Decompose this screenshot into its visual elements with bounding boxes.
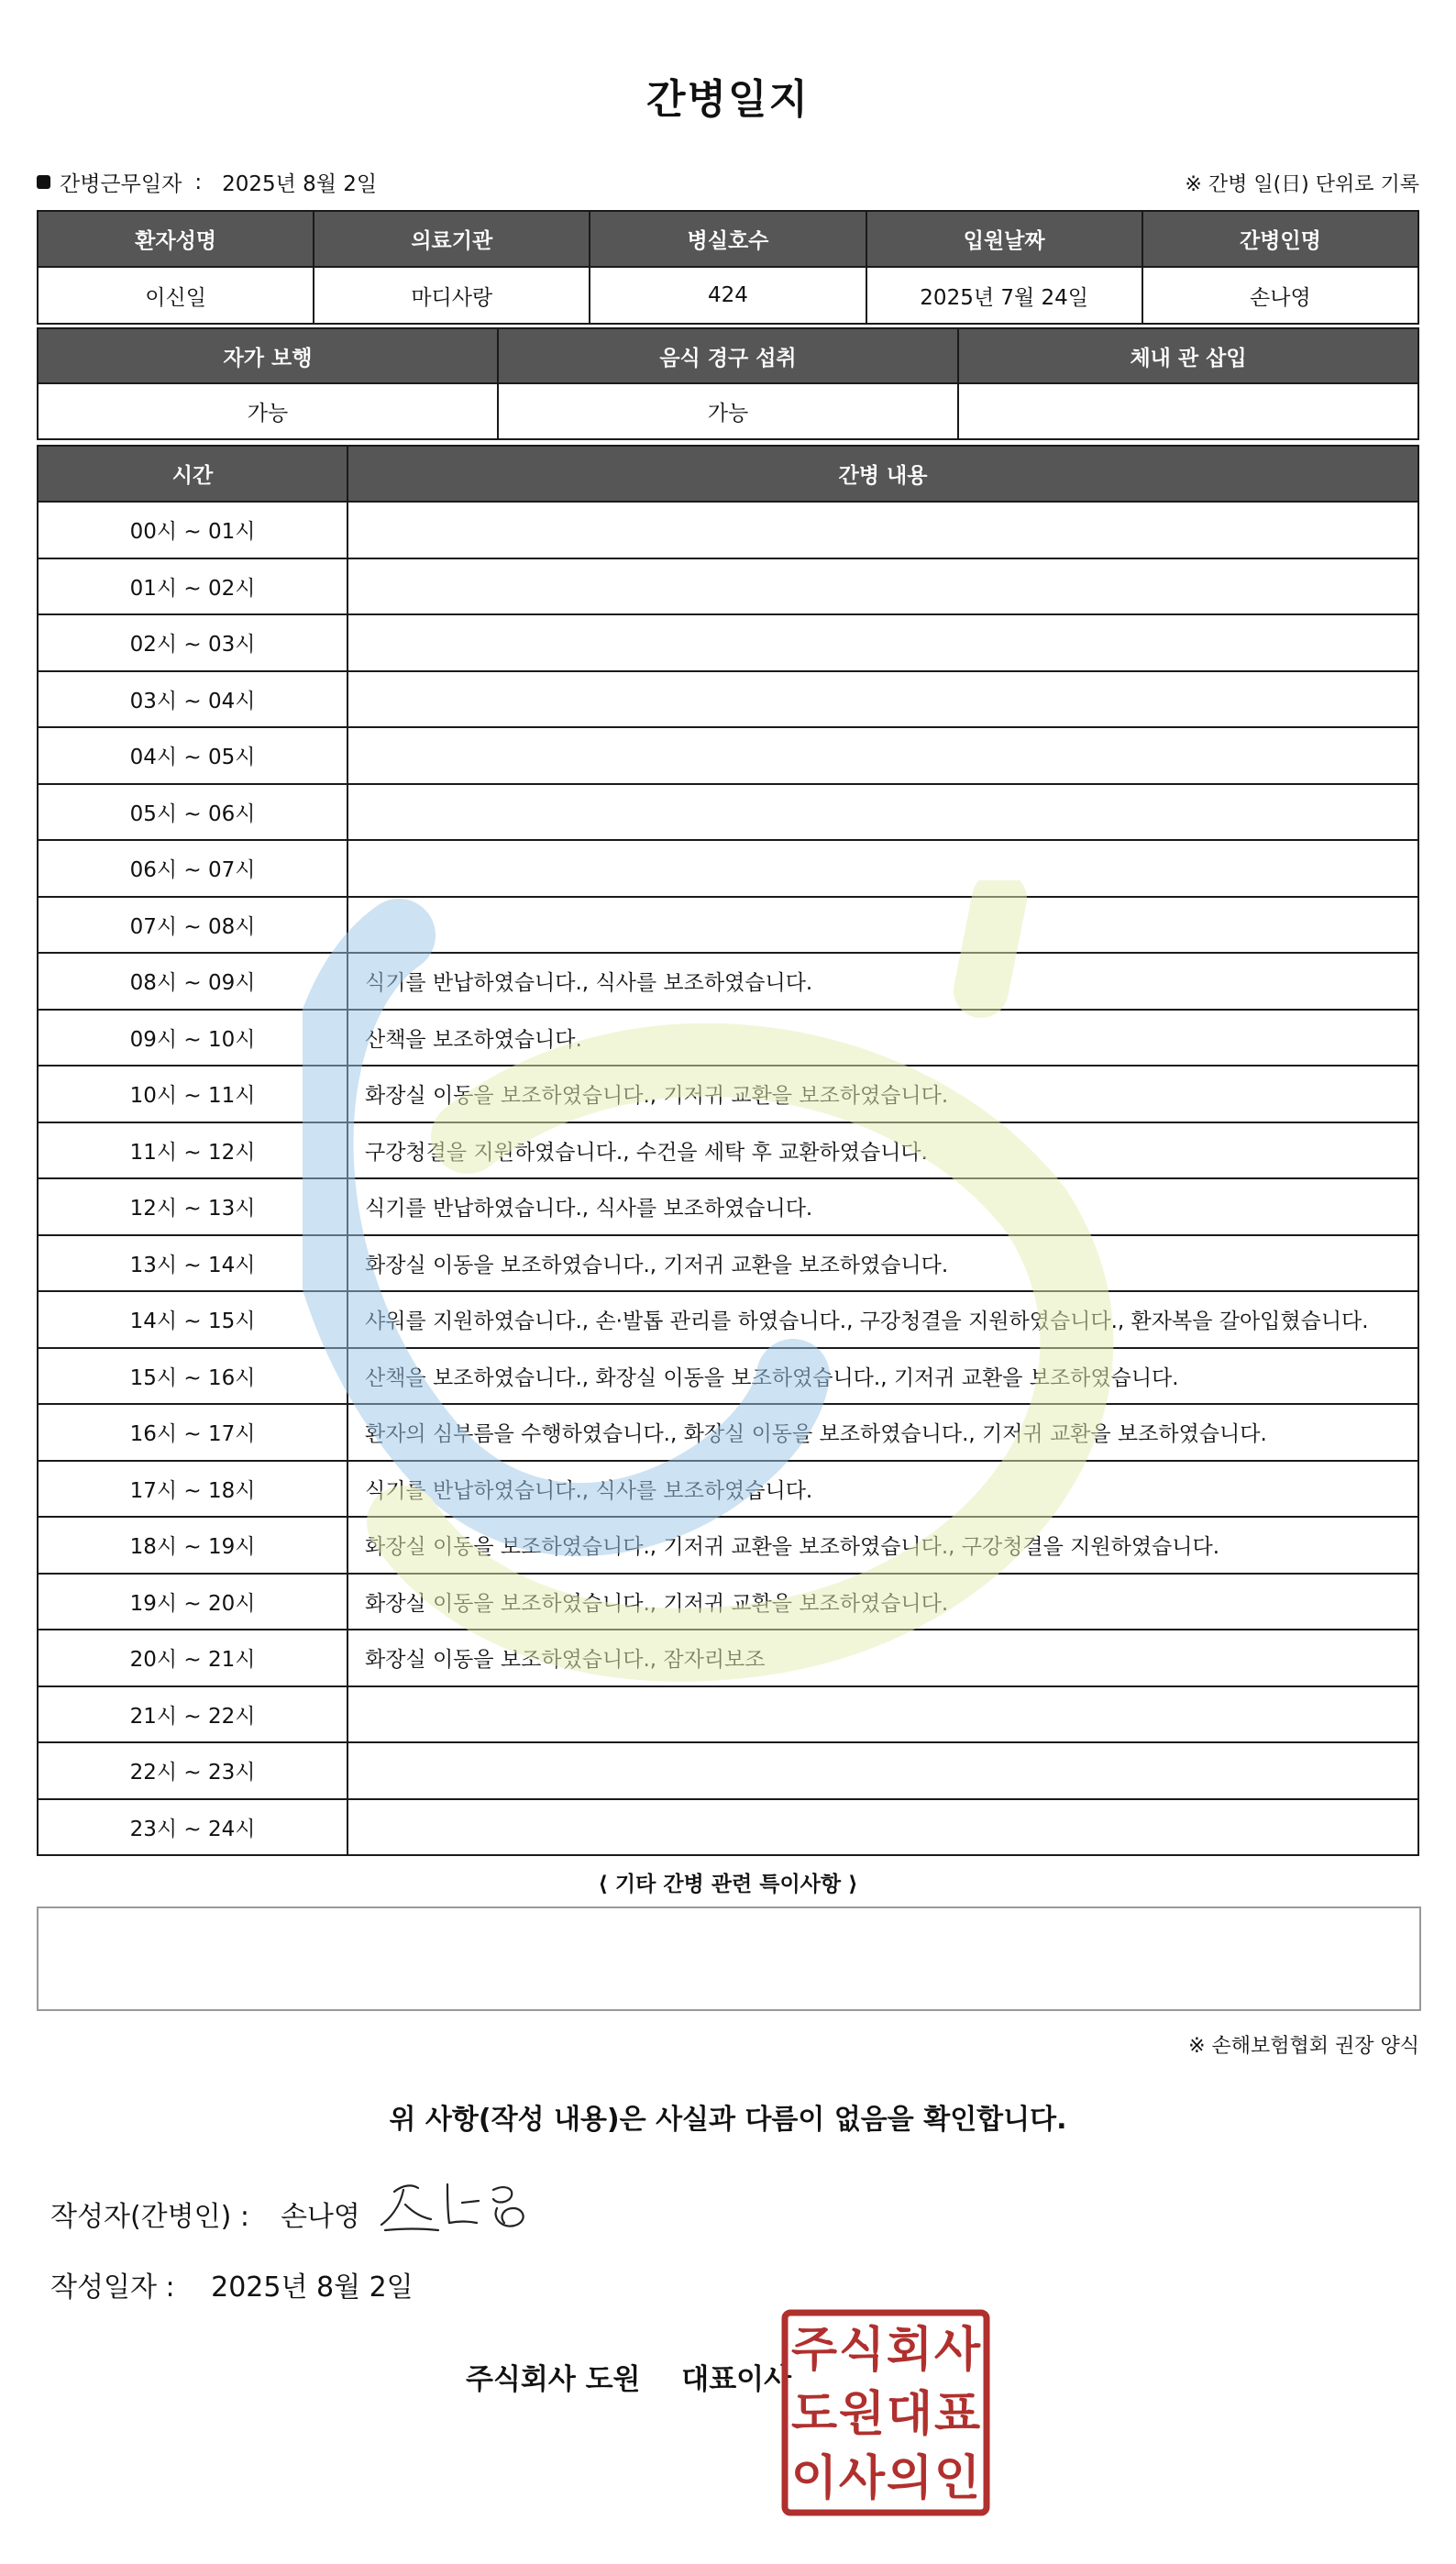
schedule-row [38, 1742, 1418, 1799]
admission-date: 2025년 7월 24일 [866, 267, 1142, 324]
schedule-content: 화장실 이동을 보조하였습니다., 기저귀 교환을 보조하였습니다., 구강청결을 지원하였습니다. [347, 1517, 1418, 1574]
work-date-label: 간병근무일자 [60, 172, 182, 196]
schedule-row [38, 1799, 1418, 1856]
patient-name: 이신일 [38, 267, 314, 324]
schedule-content: 식기를 반납하였습니다., 식사를 보조하였습니다. [347, 1461, 1418, 1518]
schedule-row [38, 727, 1418, 784]
hospital: 마디사랑 [314, 267, 590, 324]
schedule-row [38, 671, 1418, 728]
header-self-walking: 자가 보행 [38, 328, 498, 383]
patient-status-table [37, 327, 1419, 440]
seal-glyph: 의 [886, 2451, 933, 2506]
unit-note: ※ 간병 일(日) 단위로 기록 [1185, 173, 1419, 196]
schedule-time: 17시 ~ 18시 [38, 1461, 347, 1518]
seal-glyph: 식 [838, 2323, 886, 2378]
tube-insertion [958, 383, 1418, 439]
schedule-time: 09시 ~ 10시 [38, 1010, 347, 1066]
work-date-value: 2025년 8월 2일 [222, 172, 378, 196]
caregiver-name: 손나영 [1142, 267, 1418, 324]
handwritten-signature [376, 2172, 541, 2245]
schedule-content [347, 1799, 1418, 1856]
page-title: 간병일지 [645, 76, 810, 123]
seal-glyph: 주 [790, 2323, 838, 2378]
schedule-time: 16시 ~ 17시 [38, 1404, 347, 1461]
seal-glyph: 원 [838, 2387, 886, 2442]
schedule-time: 00시 ~ 01시 [38, 502, 347, 558]
seal-glyph: 인 [933, 2451, 981, 2506]
form-note: ※ 손해보험협회 권장 양식 [1188, 2035, 1419, 2058]
schedule-time: 23시 ~ 24시 [38, 1799, 347, 1856]
schedule-content: 화장실 이동을 보조하였습니다., 잠자리보조 [347, 1630, 1418, 1686]
schedule-content [347, 558, 1418, 615]
schedule-content [347, 1742, 1418, 1799]
schedule-time: 21시 ~ 22시 [38, 1686, 347, 1743]
company-signature [466, 2356, 791, 2397]
writer-row [50, 2194, 360, 2234]
header-caregiver-name: 간병인명 [1142, 211, 1418, 267]
self-walking: 가능 [38, 383, 498, 439]
bullet-square-icon [37, 175, 50, 189]
schedule-content: 식기를 반납하였습니다., 식사를 보조하였습니다. [347, 953, 1418, 1010]
header-oral-intake: 음식 경구 섭취 [498, 328, 958, 383]
schedule-content: 산책을 보조하였습니다., 화장실 이동을 보조하였습니다., 기저귀 교환을 보조하였습니다. [347, 1348, 1418, 1405]
schedule-time: 14시 ~ 15시 [38, 1291, 347, 1348]
schedule-time: 15시 ~ 16시 [38, 1348, 347, 1405]
header-tube-insertion: 체내 관 삽입 [958, 328, 1418, 383]
schedule-content [347, 614, 1418, 671]
schedule-content [347, 727, 1418, 784]
schedule-time: 04시 ~ 05시 [38, 727, 347, 784]
schedule-content: 환자의 심부름을 수행하였습니다., 화장실 이동을 보조하였습니다., 기저귀 교환을 보조하였습니다. [347, 1404, 1418, 1461]
schedule-content: 구강청결을 지원하였습니다., 수건을 세탁 후 교환하였습니다. [347, 1122, 1418, 1179]
schedule-time: 13시 ~ 14시 [38, 1235, 347, 1292]
schedule-content [347, 502, 1418, 558]
seal-glyph: 도 [790, 2387, 838, 2442]
schedule-row [38, 614, 1418, 671]
schedule-time: 18시 ~ 19시 [38, 1517, 347, 1574]
schedule-content [347, 671, 1418, 728]
watermark-logo [303, 880, 1146, 1706]
schedule-time: 06시 ~ 07시 [38, 840, 347, 897]
schedule-time: 01시 ~ 02시 [38, 558, 347, 615]
schedule-time: 05시 ~ 06시 [38, 784, 347, 841]
schedule-time: 19시 ~ 20시 [38, 1574, 347, 1630]
writer-label: 작성자(간병인) : [50, 2201, 249, 2233]
schedule-content: 식기를 반납하였습니다., 식사를 보조하였습니다. [347, 1178, 1418, 1235]
header-time: 시간 [38, 446, 347, 502]
write-date-row [50, 2264, 414, 2304]
schedule-time: 08시 ~ 09시 [38, 953, 347, 1010]
patient-info-table [37, 210, 1419, 325]
remarks-box [37, 1906, 1421, 2011]
seal-glyph: 사 [838, 2451, 886, 2506]
room-number: 424 [590, 267, 866, 324]
schedule-time: 10시 ~ 11시 [38, 1066, 347, 1122]
schedule-time: 22시 ~ 23시 [38, 1742, 347, 1799]
schedule-time: 03시 ~ 04시 [38, 671, 347, 728]
schedule-time: 12시 ~ 13시 [38, 1178, 347, 1235]
work-date-colon: : [194, 170, 203, 194]
seal-glyph: 대 [886, 2387, 933, 2442]
work-date [37, 167, 377, 197]
schedule-content [347, 784, 1418, 841]
writer-name: 손나영 [280, 2201, 360, 2233]
write-date-label: 작성일자 : [50, 2271, 175, 2304]
schedule-time: 11시 ~ 12시 [38, 1122, 347, 1179]
schedule-row [38, 502, 1418, 558]
schedule-content: 화장실 이동을 보조하였습니다., 기저귀 교환을 보조하였습니다. [347, 1066, 1418, 1122]
schedule-content: 화장실 이동을 보조하였습니다., 기저귀 교환을 보조하였습니다. [347, 1574, 1418, 1630]
schedule-row [38, 784, 1418, 841]
company-seal-stamp [781, 2309, 990, 2516]
header-hospital: 의료기관 [314, 211, 590, 267]
schedule-time: 02시 ~ 03시 [38, 614, 347, 671]
header-care-content: 간병 내용 [347, 446, 1418, 502]
schedule-content: 산책을 보조하였습니다. [347, 1010, 1418, 1066]
seal-glyph: 이 [790, 2451, 838, 2506]
seal-glyph: 표 [933, 2387, 981, 2442]
confirmation-statement: 위 사항(작성 내용)은 사실과 다름이 없음을 확인합니다. [389, 2104, 1067, 2136]
schedule-time: 20시 ~ 21시 [38, 1630, 347, 1686]
schedule-content: 샤워를 지원하였습니다., 손·발톱 관리를 하였습니다., 구강청결을 지원하였습니다., 환자복을 갈아입혔습니다. [347, 1291, 1418, 1348]
header-room-number: 병실호수 [590, 211, 866, 267]
oral-intake: 가능 [498, 383, 958, 439]
schedule-content: 화장실 이동을 보조하였습니다., 기저귀 교환을 보조하였습니다. [347, 1235, 1418, 1292]
seal-glyph: 사 [933, 2323, 981, 2378]
header-patient-name: 환자성명 [38, 211, 314, 267]
schedule-time: 07시 ~ 08시 [38, 897, 347, 954]
header-admission-date: 입원날짜 [866, 211, 1142, 267]
remarks-title: ⟨ 기타 간병 관련 특이사항 ⟩ [598, 1873, 858, 1896]
write-date-value: 2025년 8월 2일 [211, 2271, 414, 2304]
schedule-row [38, 558, 1418, 615]
seal-glyph: 회 [886, 2323, 933, 2378]
company-ceo-title: 대표이사 [681, 2363, 792, 2396]
company-name: 주식회사 도원 [466, 2363, 641, 2396]
